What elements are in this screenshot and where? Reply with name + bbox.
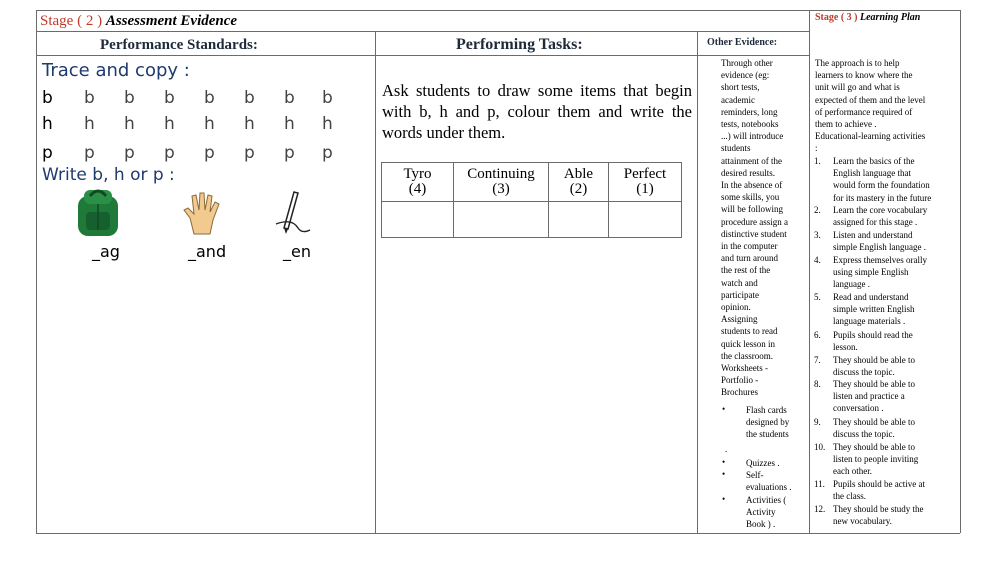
letter-h: h [284,114,295,134]
evidence-line: in the computer [721,241,778,252]
evidence-line: students to read [721,326,778,337]
letter-h: h [244,114,255,134]
letter-h: h [164,114,175,134]
bullet-dot-icon: • [722,457,726,467]
rubric-empty-row [382,202,682,238]
word-blank-en: _en [283,242,311,261]
evidence-line: evidence (eg: [721,70,770,81]
bullet-dot-icon: . [725,444,728,454]
letter-p: p [284,143,295,163]
column-divider-1 [375,31,376,533]
rubric-table [381,162,682,238]
column-divider-3 [809,10,810,533]
letter-b: b [164,88,175,108]
rubric-perfect: Perfect (1) [609,163,682,202]
table-left-border [36,10,37,533]
plan-item: 10. They should be able to listen to people inviting each other. [814,442,919,477]
plan-item: 9. They should be able to discuss the topic. [814,417,915,440]
bag-icon [70,186,126,243]
letter-h: h [322,114,333,134]
evidence-line: some skills, you [721,192,780,203]
evidence-line: academic [721,94,755,105]
learning-plan-intro: The approach is to help learners to know where the unit will go and what is expected of them and the level of performance required of them to achieve . Educational-learning activities : [815,58,926,154]
rubric-header-row [382,163,682,202]
evidence-bullet-self-evaluations: Self- evaluations . [746,470,792,493]
plan-item: 12. They should be study the new vocabulary. [814,504,924,527]
evidence-line: will be following [721,204,783,215]
letter-b: b [42,88,53,108]
plan-item: 6. Pupils should read the lesson. [814,330,913,353]
evidence-line: opinion. [721,302,751,313]
pen-icon [272,188,312,241]
evidence-line: Worksheets - [721,363,769,374]
hand-icon [180,190,226,241]
rubric-continuing: Continuing (3) [454,163,549,202]
letter-p: p [244,143,255,163]
bullet-dot-icon: • [722,494,726,504]
plan-item: 1. Learn the basics of the English language that would form the foundation for its mastery in the future [814,156,932,203]
performance-standards-header: Performance Standards: [100,37,258,53]
plan-item: 5. Read and understand simple written English language materials . [814,292,915,327]
letter-b: b [204,88,215,108]
evidence-line: and turn around [721,253,778,264]
evidence-line: participate [721,289,759,300]
letter-h: h [124,114,135,134]
evidence-line: procedure assign a [721,216,788,227]
letter-p: p [322,143,333,163]
bullet-dot-icon: • [722,404,726,414]
evidence-line: reminders, long [721,106,778,117]
evidence-bullet-quizzes: Quizzes . [746,458,780,468]
letter-b: b [84,88,95,108]
performing-tasks-header: Performing Tasks: [456,36,583,53]
column-divider-2 [697,31,698,533]
trace-copy-title: Trace and copy : [42,60,190,81]
header-row-divider [36,55,809,56]
table-right-border [960,10,961,533]
rubric-cell [382,202,454,238]
evidence-line: distinctive student [721,228,787,239]
plan-item: 2. Learn the core vocabulary assigned for this stage . [814,205,928,228]
letter-p: p [84,143,95,163]
rubric-able: Able (2) [549,163,609,202]
word-blank-ag: _ag [92,242,120,261]
word-blank-and: _and [188,242,227,261]
evidence-line: ...) will introduce [721,131,784,142]
letter-b: b [322,88,333,108]
plan-item: 4. Express themselves orally using simple English language . [814,255,927,290]
letter-b: b [284,88,295,108]
rubric-cell [454,202,549,238]
evidence-line: short tests, [721,82,760,93]
letter-b: b [124,88,135,108]
evidence-line: the rest of the [721,265,771,276]
stage3-heading: Stage ( 3 ) Learning Plan [815,12,921,23]
evidence-line: In the absence of [721,180,783,191]
rubric-cell [549,202,609,238]
evidence-line: Brochures [721,387,758,398]
table-top-border [36,10,960,11]
stage2-heading: Stage ( 2 ) Assessment Evidence [40,13,238,29]
other-evidence-header: Other Evidence: [707,37,778,48]
evidence-line: Through other [721,58,773,68]
plan-item: 11. Pupils should be active at the class. [814,479,925,502]
evidence-line: quick lesson in [721,338,775,349]
evidence-line: attainment of the [721,155,782,166]
evidence-line: the classroom. [721,350,773,361]
evidence-bullet-activities: Activities ( Activity Book ) . [746,495,787,530]
evidence-bullet-flashcards: Flash cards designed by the students [746,405,790,440]
evidence-line: students [721,143,751,154]
letter-p: p [42,143,53,163]
rubric-tyro: Tyro (4) [382,163,454,202]
plan-item: 8. They should be able to listen and practice a conversation . [814,379,915,414]
evidence-line: desired results. [721,167,775,178]
bullet-dot-icon: • [722,469,726,479]
letter-b: b [244,88,255,108]
letter-p: p [204,143,215,163]
letter-p: p [124,143,135,163]
evidence-line: Assigning [721,314,758,325]
letter-h: h [84,114,95,134]
letter-p: p [164,143,175,163]
evidence-line: Portfolio - [721,375,759,386]
plan-item: 3. Listen and understand simple English language . [814,230,926,253]
evidence-line: watch and [721,277,758,288]
letter-h: h [42,114,53,134]
title-row-divider [36,31,809,32]
other-evidence-text [721,57,807,399]
rubric-cell [609,202,682,238]
table-bottom-border [36,533,960,534]
write-letter-title: Write b, h or p : [42,165,175,185]
task-instructions: Ask students to draw some items that begin with b, h and p, colour them and write the words under them. [382,81,692,142]
evidence-line: tests, notebooks [721,119,779,130]
letter-h: h [204,114,215,134]
plan-item: 7. They should be able to discuss the topic. [814,355,915,378]
